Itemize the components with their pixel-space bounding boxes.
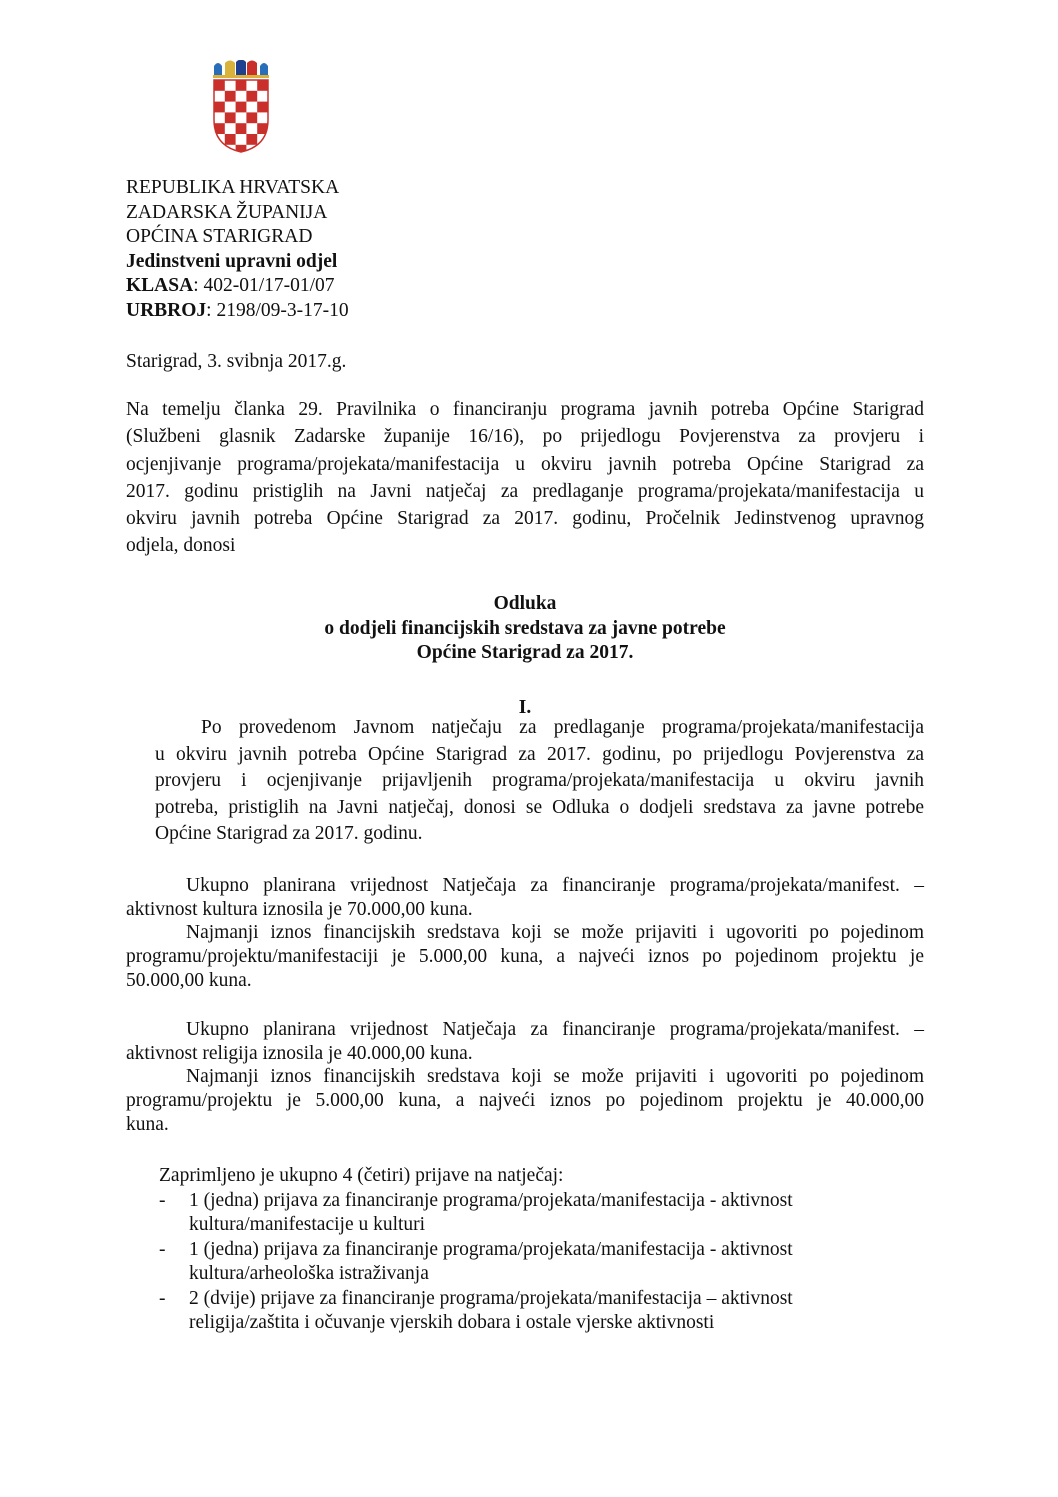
section-number: I. xyxy=(518,697,532,718)
intro-line: okviru javnih potreba Općine Starigrad za 2017. godinu, Pročelnik Jedinstvenog upravnog xyxy=(126,508,924,530)
title-line: o dodjeli financijskih sredstava za javne potrebe xyxy=(324,617,726,639)
list-item-line: kultura/arheološka istraživanja xyxy=(189,1263,429,1284)
religion-line: Ukupno planirana vrijednost Natječaja za financiranje programa/projekata/manifest. – xyxy=(186,1019,924,1040)
list-item-line: kultura/manifestacije u kulturi xyxy=(189,1214,426,1235)
religion-line: programu/projektu je 5.000,00 kuna, a najveći iznos po pojedinom projektu je 40.000,00 xyxy=(126,1090,924,1112)
culture-line: 50.000,00 kuna. xyxy=(126,969,252,991)
urbroj-label: URBROJ xyxy=(126,299,207,321)
department-name xyxy=(126,250,526,275)
section-line: Općine Starigrad za 2017. godinu. xyxy=(155,823,423,845)
country-name: REPUBLIKA HRVATSKA xyxy=(126,177,340,198)
list-item xyxy=(126,1287,924,1336)
letterhead xyxy=(126,176,526,323)
list-bullet: - xyxy=(159,1238,166,1260)
section-line: u okviru javnih potreba Općine Starigrad za 2017. godinu, po prijedlogu Povjerenstva za xyxy=(155,743,924,765)
urbroj-value: : 2198/09-3-17-10 xyxy=(206,299,349,321)
list-item-line: 1 (jedna) prijava za financiranje programa/projekata/manifestacija - aktivnost xyxy=(189,1189,793,1211)
municipality-name: OPĆINA STARIGRAD xyxy=(126,226,313,247)
intro-paragraph xyxy=(126,398,924,562)
intro-line: odjela, donosi xyxy=(126,535,236,557)
religion-funding-block xyxy=(126,1018,924,1136)
urbroj-line xyxy=(126,299,526,324)
culture-line: programu/projektu/manifestaciji je 5.000,00 kuna, a najveći iznos po pojedinom projektu je xyxy=(126,946,924,968)
intro-line: ocjenjivanje programa/projekata/manifestacija u okviru javnih potreba Općine Starigrad za xyxy=(126,453,924,475)
section-line: potreba, pristiglih na Javni natječaj, donosi se Odluka o dodjeli sredstava za javne potrebe xyxy=(155,796,924,818)
culture-funding-block xyxy=(126,874,924,992)
religion-line: aktivnost religija iznosila je 40.000,00 kuna. xyxy=(126,1042,473,1064)
list-bullet: - xyxy=(159,1287,166,1309)
culture-line: Ukupno planirana vrijednost Natječaja za financiranje programa/projekata/manifest. – xyxy=(186,875,924,896)
list-item-line: 2 (dvije) prijave za financiranje programa/projekata/manifestacija – aktivnost xyxy=(189,1287,793,1309)
date-line: Starigrad, 3. svibnja 2017.g. xyxy=(126,351,347,372)
list-bullet: - xyxy=(159,1189,166,1211)
religion-line: kuna. xyxy=(126,1113,169,1135)
list-item-line: 1 (jedna) prijava za financiranje programa/projekata/manifestacija - aktivnost xyxy=(189,1238,793,1260)
applications-intro: Zaprimljeno je ukupno 4 (četiri) prijave na natječaj: xyxy=(159,1165,564,1186)
culture-line: Najmanji iznos financijskih sredstava koji se može prijaviti i ugovoriti po pojedinom xyxy=(186,922,924,944)
intro-line: Na temelju članka 29. Pravilnika o financiranju programa javnih potreba Općine Starigrad xyxy=(126,399,924,420)
applications-list xyxy=(126,1164,924,1336)
decision-title xyxy=(126,592,924,666)
section-line: Po provedenom Javnom natječaju za predlaganje programa/projekata/manifestacija xyxy=(201,717,924,738)
title-line: Odluka xyxy=(493,593,557,614)
county-name: ZADARSKA ŽUPANIJA xyxy=(126,201,328,223)
list-item xyxy=(126,1238,924,1287)
religion-line: Najmanji iznos financijskih sredstava koji se može prijaviti i ugovoriti po pojedinom xyxy=(186,1066,924,1088)
klasa-value: : 402-01/17-01/07 xyxy=(193,275,335,296)
klasa-line xyxy=(126,274,526,299)
section-line: provjeru i ocjenjivanje prijavljenih programa/projekata/manifestacija u okviru javnih xyxy=(155,770,924,792)
list-item xyxy=(126,1189,924,1238)
intro-line: (Službeni glasnik Zadarske županije 16/16), po prijedlogu Povjerenstva za provjeru i xyxy=(126,426,924,448)
intro-line: 2017. godinu pristiglih na Javni natječaj za predlaganje programa/projekata/manifestacija u xyxy=(126,480,924,502)
title-line: Općine Starigrad za 2017. xyxy=(416,642,634,663)
coat-of-arms-icon xyxy=(208,60,274,154)
list-item-line: religija/zaštita i očuvanje vjerskih dobara i ostale vjerske aktivnosti xyxy=(189,1312,715,1333)
section-paragraph xyxy=(155,716,924,849)
department-label: Jedinstveni upravni odjel xyxy=(126,250,338,272)
culture-line: aktivnost kultura iznosila je 70.000,00 kuna. xyxy=(126,898,473,920)
klasa-label: KLASA xyxy=(126,275,194,296)
